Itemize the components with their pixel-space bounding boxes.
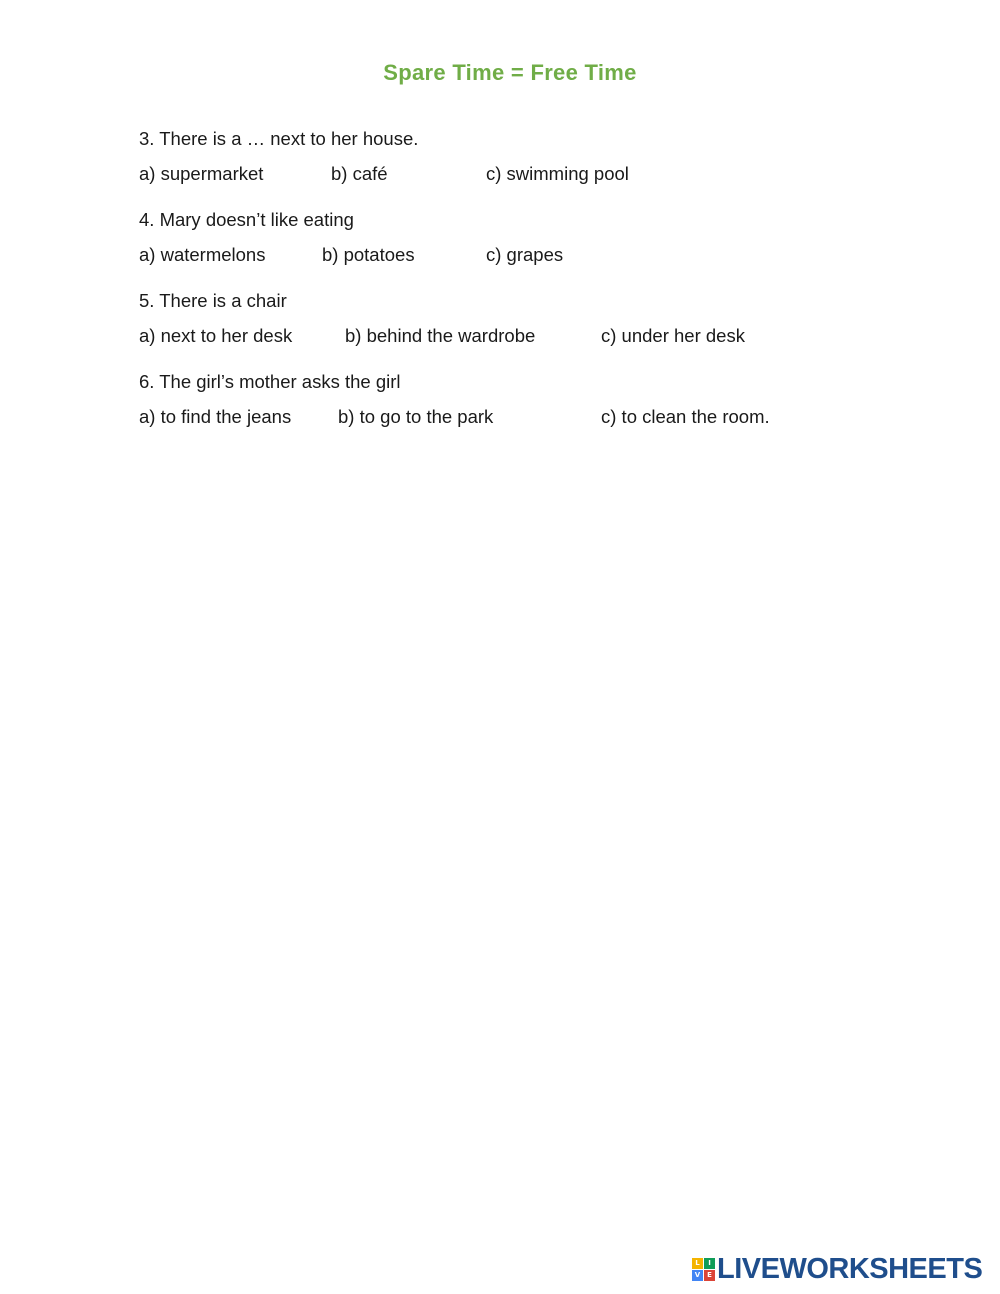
logo-letter-v: V <box>692 1270 703 1281</box>
question-3-option-c[interactable]: c) swimming pool <box>486 163 629 184</box>
question-6-option-c[interactable]: c) to clean the room. <box>601 406 770 427</box>
liveworksheets-logo <box>692 1252 982 1286</box>
question-6-option-b[interactable]: b) to go to the park <box>338 406 494 427</box>
question-3: 3. There is a … next to her house. <box>139 128 419 149</box>
question-5: 5. There is a chair <box>139 290 287 311</box>
question-5-option-b[interactable]: b) behind the wardrobe <box>345 325 536 346</box>
question-4-option-b[interactable]: b) potatoes <box>322 244 415 265</box>
logo-mark-icon <box>692 1258 715 1281</box>
question-6-option-a[interactable]: a) to find the jeans <box>139 406 292 427</box>
question-4-option-c[interactable]: c) grapes <box>486 244 564 265</box>
question-4: 4. Mary doesn’t like eating <box>139 209 354 230</box>
question-3-option-a[interactable]: a) supermarket <box>139 163 264 184</box>
question-5-option-c[interactable]: c) under her desk <box>601 325 745 346</box>
worksheet-title: Spare Time = Free Time <box>383 60 637 85</box>
logo-letter-e: E <box>704 1270 715 1281</box>
question-3-option-b[interactable]: b) café <box>331 163 388 184</box>
question-4-option-a[interactable]: a) watermelons <box>139 244 266 265</box>
question-5-option-a[interactable]: a) next to her desk <box>139 325 293 346</box>
logo-letter-i: I <box>704 1258 715 1269</box>
question-6: 6. The girl’s mother asks the girl <box>139 371 401 392</box>
logo-text: LIVEWORKSHEETS <box>717 1252 983 1285</box>
logo-letter-l: L <box>692 1258 703 1269</box>
